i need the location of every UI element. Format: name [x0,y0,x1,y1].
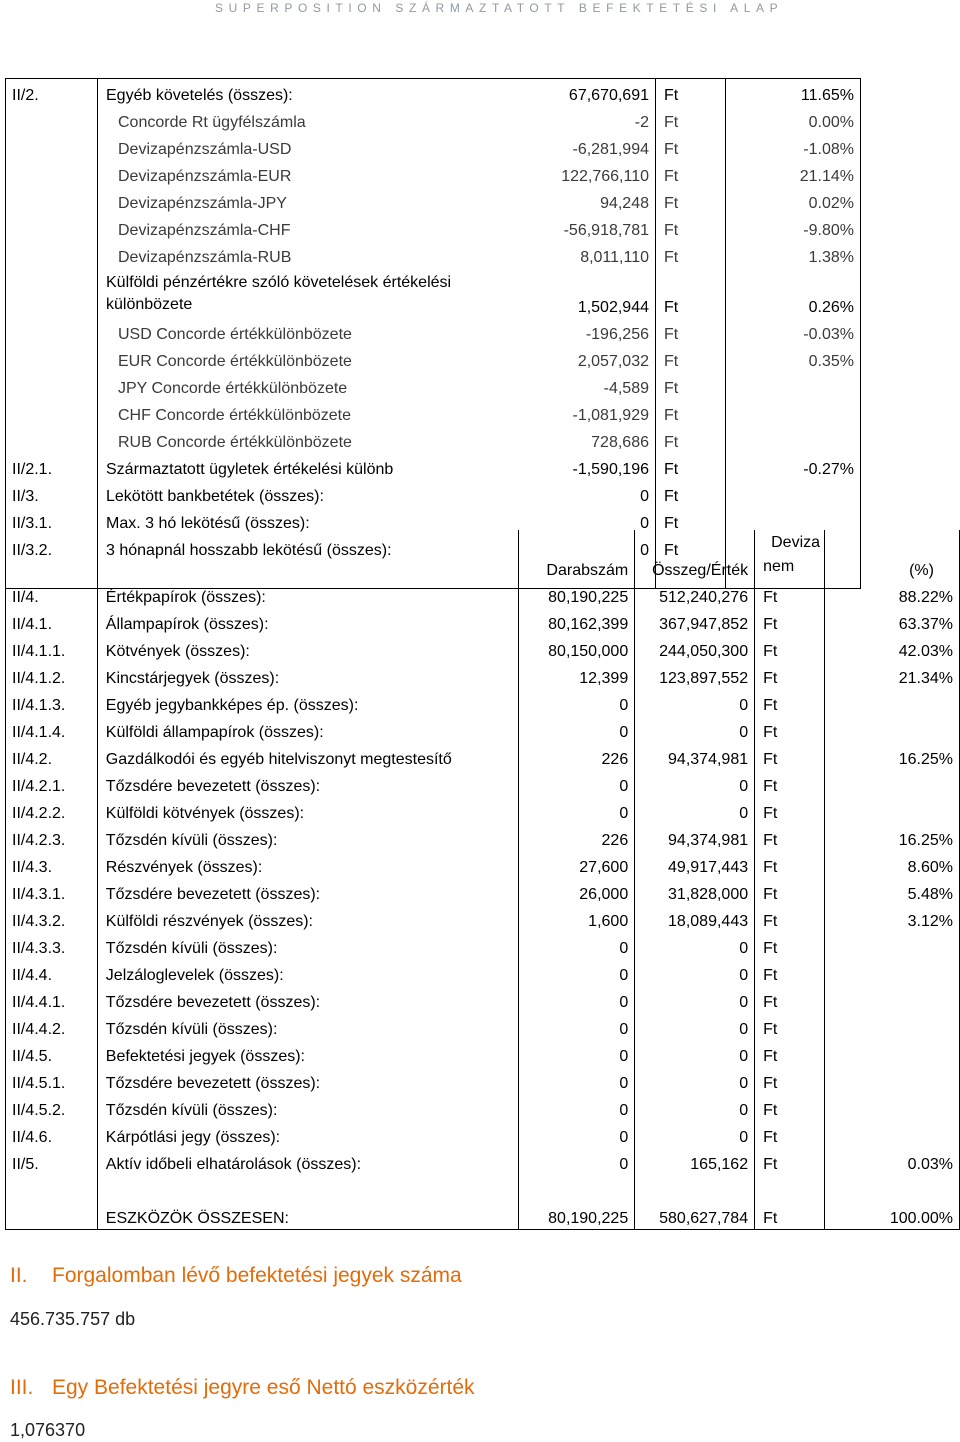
row-label: Külföldi állampapírok (összes): [97,716,519,743]
table-row [6,905,960,932]
row-currency: Ft [755,770,825,797]
row-currency: Ft [755,959,825,986]
table-row [6,318,861,345]
row-code: II/4.2. [6,743,98,770]
table-row [6,453,861,480]
table-row [6,480,861,507]
row-currency: Ft [755,1148,825,1175]
row-amount: 18,089,443 [635,905,755,932]
row-label: Kárpótlási jegy (összes): [97,1121,519,1148]
row-code: II/4.5.2. [6,1094,98,1121]
row-code [6,214,98,241]
row-quantity: 0 [519,959,635,986]
row-value: 0 [640,515,649,532]
table-row [6,106,861,133]
row-label: Tőzsdén kívüli (összes): [97,1013,519,1040]
row-percent: 8.60% [825,851,960,878]
row-code: II/4.3.3. [6,932,98,959]
row-percent: 21.14% [726,160,861,187]
row-percent: 63.37% [825,608,960,635]
row-label: Devizapénzszámla-USD [98,133,516,160]
row-currency: Ft [656,318,726,345]
section-ii-heading [10,1264,462,1288]
row-code: II/4.1. [6,608,98,635]
row-value: 8,011,110 [580,249,649,266]
row-label: Külföldi pénzértékre szóló követelések értékelési különbözete [98,268,516,318]
empty-cell [519,1175,635,1202]
row-quantity: 226 [519,743,635,770]
row-amount: 0 [635,1121,755,1148]
total-label: ESZKÖZÖK ÖSSZESEN: [97,1202,519,1230]
row-amount: 0 [635,797,755,824]
row-label: Devizapénzszámla-RUB [98,241,516,268]
row-label: Aktív időbeli elhatárolások (összes): [97,1148,519,1175]
row-label: Értékpapírok (összes): [97,581,519,608]
row-percent [825,1121,960,1148]
row-label: Kötvények (összes): [97,635,519,662]
row-quantity: 0 [519,689,635,716]
row-code: II/4.4. [6,959,98,986]
row-code: II/4.3.2. [6,905,98,932]
row-quantity: 0 [519,797,635,824]
row-quantity: 0 [519,1148,635,1175]
row-code [6,106,98,133]
row-percent [825,1094,960,1121]
row-percent [825,986,960,1013]
row-quantity: 0 [519,1040,635,1067]
row-code: II/2.1. [6,453,98,480]
total-row [6,1202,960,1230]
row-amount: 94,374,981 [635,743,755,770]
receivables-table [5,78,861,589]
row-currency: Ft [656,345,726,372]
row-currency: Ft [755,635,825,662]
row-currency: Ft [755,1013,825,1040]
row-percent: -9.80% [726,214,861,241]
row-code: II/3.2. [6,534,98,561]
row-code: II/5. [6,1148,98,1175]
row-amount: 0 [635,932,755,959]
row-percent: 16.25% [825,743,960,770]
row-code [6,160,98,187]
row-label: Tőzsdére bevezetett (összes): [97,986,519,1013]
table-row [6,770,960,797]
empty-cell [97,530,519,581]
row-currency: Ft [755,878,825,905]
row-quantity: 0 [519,932,635,959]
row-amount: 0 [635,1067,755,1094]
row-code: II/4.3. [6,851,98,878]
section-number: III. [10,1376,34,1399]
column-header-currency [755,530,825,581]
row-quantity: 0 [519,986,635,1013]
row-currency: Ft [656,453,726,480]
row-percent: 1.38% [726,241,861,268]
row-label: Befektetési jegyek (összes): [97,1040,519,1067]
row-label: Jelzáloglevelek (összes): [97,959,519,986]
row-currency: Ft [755,581,825,608]
row-value: 2,057,032 [577,353,649,370]
table-row [6,1040,960,1067]
row-percent: 0.03% [825,1148,960,1175]
column-header-quantity: Darabszám [519,530,635,581]
table-row [6,743,960,770]
row-value: 0 [640,488,649,505]
table-row [6,986,960,1013]
empty-cell [755,1175,825,1202]
row-code [6,187,98,214]
row-label: Tőzsdére bevezetett (összes): [97,1067,519,1094]
row-code: II/4.2.2. [6,797,98,824]
row-percent: 88.22% [825,581,960,608]
row-value: 0 [640,542,649,559]
row-value: 67,670,691 [516,79,656,107]
row-value: -1,081,929 [572,407,649,424]
nav-per-unit-value: 1,076370 [10,1420,86,1440]
row-label: Concorde Rt ügyfélszámla [98,106,516,133]
row-percent [825,1067,960,1094]
row-code: II/4.4.2. [6,1013,98,1040]
empty-cell [6,530,98,581]
total-quantity: 80,190,225 [519,1202,635,1230]
row-label: JPY Concorde értékkülönbözete [98,372,516,399]
row-code: II/3.1. [6,507,98,534]
row-label: Tőzsdére bevezetett (összes): [97,770,519,797]
row-value: -196,256 [585,326,649,343]
row-value: 94,248 [600,195,649,212]
row-percent: 5.48% [825,878,960,905]
row-code [6,268,98,318]
row-label: Max. 3 hó lekötésű (összes): [98,507,516,534]
row-amount: 31,828,000 [635,878,755,905]
row-value: -2 [634,114,649,131]
row-quantity: 226 [519,824,635,851]
row-value: -56,918,781 [563,222,649,239]
row-percent [825,959,960,986]
row-code: II/4. [6,581,98,608]
row-percent: 42.03% [825,635,960,662]
row-label: RUB Concorde értékkülönbözete [98,426,516,453]
row-quantity: 12,399 [519,662,635,689]
row-percent [825,932,960,959]
empty-cell [6,1202,98,1230]
row-value: -1,590,196 [572,461,649,478]
total-currency: Ft [755,1202,825,1230]
row-code [6,426,98,453]
row-percent: -0.03% [726,318,861,345]
row-currency: Ft [755,824,825,851]
row-value: -6,281,994 [572,141,649,158]
row-label: CHF Concorde értékkülönbözete [98,399,516,426]
row-code: II/4.2.3. [6,824,98,851]
row-code: II/4.5.1. [6,1067,98,1094]
empty-cell [825,1175,960,1202]
row-amount: 512,240,276 [635,581,755,608]
table-row [6,187,861,214]
empty-cell [6,1175,98,1202]
row-label: Gazdálkodói és egyéb hitelviszonyt megtestesítő [97,743,519,770]
column-header-percent: (%) [825,530,960,581]
row-value: 728,686 [591,434,649,451]
total-amount: 580,627,784 [635,1202,755,1230]
row-currency: Ft [755,608,825,635]
row-percent [825,689,960,716]
row-code: II/4.6. [6,1121,98,1148]
row-percent [726,426,861,453]
row-percent [726,480,861,507]
row-code: II/4.5. [6,1040,98,1067]
spacer-row [6,1175,960,1202]
row-percent [726,372,861,399]
row-currency: Ft [755,797,825,824]
row-code: II/2. [6,79,98,107]
row-label: Részvények (összes): [97,851,519,878]
table-row [6,797,960,824]
row-currency: Ft [656,426,726,453]
table-row [6,824,960,851]
row-currency: Ft [755,1094,825,1121]
row-label: Származtatott ügyletek értékelési különb [98,453,516,480]
row-quantity: 80,190,225 [519,581,635,608]
table-row [6,160,861,187]
row-percent: 0.35% [726,345,861,372]
column-header-amount: Összeg/Érték [635,530,755,581]
row-amount: 0 [635,689,755,716]
table-row [6,878,960,905]
table-row [6,689,960,716]
table-row [6,345,861,372]
row-quantity: 1,600 [519,905,635,932]
row-currency: Ft [656,133,726,160]
row-currency: Ft [656,399,726,426]
total-percent: 100.00% [825,1202,960,1230]
row-currency: Ft [656,79,726,107]
units-outstanding-value: 456.735.757 db [10,1309,136,1329]
row-percent [825,1013,960,1040]
row-quantity: 0 [519,1121,635,1148]
row-code: II/4.2.1. [6,770,98,797]
row-label: Egyéb követelés (összes): [98,79,516,107]
row-code [6,133,98,160]
row-amount: 0 [635,1094,755,1121]
row-percent: 21.34% [825,662,960,689]
row-code [6,372,98,399]
row-currency: Ft [755,1121,825,1148]
row-currency: Ft [755,1040,825,1067]
table-row [6,1121,960,1148]
page-header [0,0,960,18]
table-row [6,581,960,608]
table-row [6,932,960,959]
row-percent: 11.65% [726,79,861,107]
table-row [6,426,861,453]
row-currency: Ft [656,268,726,318]
row-amount: 0 [635,1040,755,1067]
table-row [6,372,861,399]
row-currency: Ft [656,372,726,399]
row-percent: 3.12% [825,905,960,932]
securities-table [5,530,960,1230]
row-code: II/4.1.4. [6,716,98,743]
row-value: 1,502,944 [577,299,649,316]
table-row [6,399,861,426]
table-row [6,1094,960,1121]
row-currency: Ft [755,932,825,959]
row-currency: Ft [656,187,726,214]
row-amount: 0 [635,959,755,986]
table-row [6,851,960,878]
row-currency: Ft [656,534,726,561]
row-code [6,345,98,372]
currency-header-line2: nem [763,558,795,575]
row-percent [825,1040,960,1067]
row-quantity: 80,150,000 [519,635,635,662]
row-currency: Ft [656,214,726,241]
row-amount: 123,897,552 [635,662,755,689]
row-label: Devizapénzszámla-EUR [98,160,516,187]
fund-title: SUPERPOSITION SZÁRMAZTATOTT BEFEKTETÉSI ALAP [215,1,784,15]
row-currency: Ft [656,480,726,507]
row-label: Állampapírok (összes): [97,608,519,635]
row-amount: 0 [635,986,755,1013]
row-amount: 0 [635,1013,755,1040]
row-label: Tőzsdén kívüli (összes): [97,1094,519,1121]
row-quantity: 0 [519,1013,635,1040]
row-code: II/4.1.3. [6,689,98,716]
table-row [6,1067,960,1094]
row-code [6,399,98,426]
row-currency: Ft [755,716,825,743]
row-currency: Ft [656,106,726,133]
row-quantity: 27,600 [519,851,635,878]
row-percent: 0.26% [726,268,861,318]
row-quantity: 0 [519,1067,635,1094]
row-currency: Ft [755,905,825,932]
row-value: -4,589 [603,380,649,397]
row-code: II/4.3.1. [6,878,98,905]
empty-cell [635,1175,755,1202]
section-iii-heading [10,1376,475,1400]
row-amount: 165,162 [635,1148,755,1175]
row-currency: Ft [656,160,726,187]
row-currency: Ft [755,986,825,1013]
row-code: II/4.4.1. [6,986,98,1013]
row-label: 3 hónapnál hosszabb lekötésű (összes): [98,534,516,561]
row-percent: -1.08% [726,133,861,160]
row-label: Lekötött bankbetétek (összes): [98,480,516,507]
row-currency: Ft [755,1067,825,1094]
row-label: USD Concorde értékkülönbözete [98,318,516,345]
table-row [6,1148,960,1175]
row-quantity: 0 [519,1094,635,1121]
row-percent [726,399,861,426]
row-currency: Ft [755,743,825,770]
row-percent [825,797,960,824]
row-label: Devizapénzszámla-CHF [98,214,516,241]
row-code [6,241,98,268]
row-label: Tőzsdén kívüli (összes): [97,824,519,851]
table-row [6,268,861,318]
row-quantity: 80,162,399 [519,608,635,635]
row-value: 122,766,110 [561,168,649,185]
row-quantity: 26,000 [519,878,635,905]
row-amount: 0 [635,770,755,797]
column-header-row [6,530,960,581]
currency-header-line1: Deviza [771,534,821,551]
row-currency: Ft [656,507,726,534]
row-label: Tőzsdére bevezetett (összes): [97,878,519,905]
row-label: Devizapénzszámla-JPY [98,187,516,214]
section-title: Egy Befektetési jegyre eső Nettó eszközérték [52,1376,475,1399]
row-label: EUR Concorde értékkülönbözete [98,345,516,372]
row-label: Külföldi részvények (összes): [97,905,519,932]
row-percent: 16.25% [825,824,960,851]
table-row [6,662,960,689]
row-label: Külföldi kötvények (összes): [97,797,519,824]
row-amount: 49,917,443 [635,851,755,878]
row-percent [825,716,960,743]
row-amount: 0 [635,716,755,743]
row-currency: Ft [755,851,825,878]
table-row [6,635,960,662]
row-percent: 0.00% [726,106,861,133]
row-label: Tőzsdén kívüli (összes): [97,932,519,959]
row-currency: Ft [755,689,825,716]
table-row [6,133,861,160]
row-code: II/4.1.1. [6,635,98,662]
row-label: Kincstárjegyek (összes): [97,662,519,689]
row-code [6,318,98,345]
table-row [6,214,861,241]
row-amount: 94,374,981 [635,824,755,851]
empty-cell [97,1175,519,1202]
row-amount: 367,947,852 [635,608,755,635]
row-percent: -0.27% [726,453,861,480]
row-quantity: 0 [519,716,635,743]
row-percent: 0.02% [726,187,861,214]
row-quantity: 0 [519,770,635,797]
table-row [6,1013,960,1040]
row-code: II/3. [6,480,98,507]
row-amount: 244,050,300 [635,635,755,662]
row-percent [825,770,960,797]
row-currency: Ft [755,662,825,689]
row-label: Egyéb jegybankképes ép. (összes): [97,689,519,716]
table-row [6,608,960,635]
table-row [6,241,861,268]
section-number: II. [10,1264,28,1287]
table-row [6,959,960,986]
section-title: Forgalomban lévő befektetési jegyek száma [52,1264,462,1287]
table-row [6,716,960,743]
row-code: II/4.1.2. [6,662,98,689]
row-currency: Ft [656,241,726,268]
table-row [6,79,861,107]
